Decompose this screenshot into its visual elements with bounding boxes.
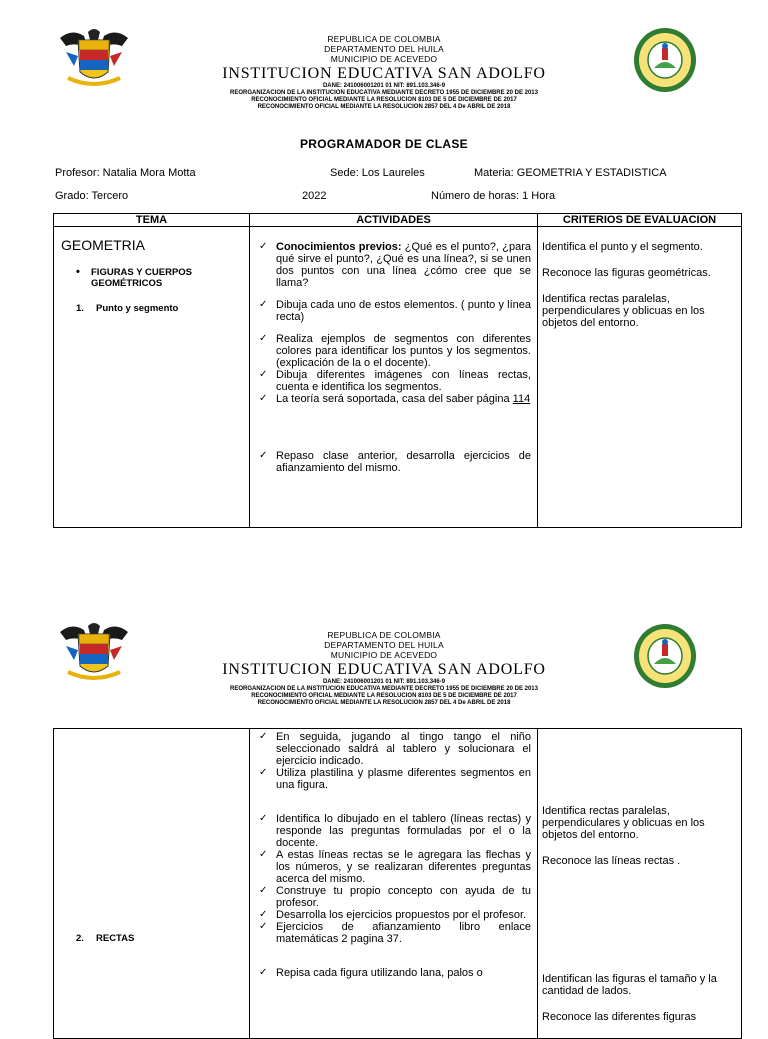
teacher-name: Profesor: Natalia Mora Motta <box>55 167 196 179</box>
topic-number: 1. Punto y segmento <box>76 303 179 314</box>
list-item: ✓ Dibuja diferentes imágenes con líneas rectas, cuenta e identifica los segmentos. <box>259 369 531 393</box>
tema-cell <box>54 227 250 528</box>
criterion: Identifica rectas paralelas, perpendiculares y oblicuas en los objetos del entorno. <box>542 805 705 841</box>
criterios-cell <box>538 729 742 1039</box>
header-institution: INSTITUCION EDUCATIVA SAN ADOLFO <box>222 661 546 678</box>
school-seal-icon <box>632 622 698 690</box>
list-item: ✓ Utiliza plastilina y plasme diferentes segmentos en una figura. <box>259 767 531 791</box>
header-department: DEPARTAMENTO DEL HUILA <box>324 44 444 54</box>
list-item: ✓ Dibuja cada uno de estos elementos. ( punto y línea recta) <box>259 299 531 323</box>
list-item: ✓ Identifica lo dibujado en el tablero (líneas rectas) y responde las preguntas formuladas por el o la docente. <box>259 813 531 849</box>
class-plan-table-continued <box>53 728 742 1039</box>
header-department: DEPARTAMENTO DEL HUILA <box>324 640 444 650</box>
header-municipality: MUNICIPIO DE ACEVEDO <box>330 650 438 660</box>
list-item: ✓ Repisa cada figura utilizando lana, palos o <box>259 967 531 979</box>
header-dane: DANE: 241006001201 01 NIT: 891.103.346-9 <box>322 679 446 685</box>
criterion: Reconoce las diferentes figuras <box>542 1011 697 1023</box>
header-recognition-1: RECONOCIMIENTO OFICIAL MEDIANTE LA RESOLUCION 8103 DE 5 DE DICIEMBRE DE 2017 <box>251 97 517 103</box>
criterion: Reconoce las líneas rectas . <box>542 855 681 867</box>
campus: Sede: Los Laureles <box>330 167 425 179</box>
subject: Materia: GEOMETRIA Y ESTADISTICA <box>474 167 667 179</box>
colombia-coat-of-arms-icon <box>58 620 130 686</box>
topic-bullet: • FIGURAS Y CUERPOS GEOMÉTRICOS <box>76 267 249 289</box>
header-recognition-2: RECONOCIMIENTO OFICIAL MEDIANTE LA RESOLUCION 2857 DEL 4 De ABRIL DE 2018 <box>257 104 511 110</box>
table-header-row <box>54 214 742 227</box>
header-municipality: MUNICIPIO DE ACEVEDO <box>330 54 438 64</box>
table-row <box>54 729 742 1039</box>
school-seal-icon <box>632 26 698 94</box>
grade: Grado: Tercero <box>55 190 129 202</box>
header-reorganization: REORGANIZACION DE LA INSTITUCION EDUCATIVA MEDIANTE DECRETO 1955 DE DICIEMBRE 20 DE 2013 <box>230 90 538 96</box>
topic-number: 2. RECTAS <box>76 933 135 944</box>
table-row <box>54 227 742 528</box>
list-item: ✓ A estas líneas rectas se le agregara las flechas y los números, y se realizaran diferentes preguntas acerca del mismo. <box>259 849 531 885</box>
letterhead-text <box>150 630 618 707</box>
header-reorganization: REORGANIZACION DE LA INSTITUCION EDUCATIVA MEDIANTE DECRETO 1955 DE DICIEMBRE 20 DE 2013 <box>230 686 538 692</box>
topic-title: GEOMETRIA <box>61 237 146 253</box>
program-title: PROGRAMADOR DE CLASE <box>299 137 468 151</box>
letterhead-text <box>150 34 618 111</box>
activity-list <box>250 731 537 979</box>
header-country: REPUBLICA DE COLOMBIA <box>327 34 441 44</box>
header-recognition-1: RECONOCIMIENTO OFICIAL MEDIANTE LA RESOLUCION 8103 DE 5 DE DICIEMBRE DE 2017 <box>251 693 517 699</box>
header-actividades: ACTIVIDADES <box>250 214 538 227</box>
criterion: Identifica el punto y el segmento. <box>542 241 703 253</box>
list-item: ✓ Construye tu propio concepto con ayuda de tu profesor. <box>259 885 531 909</box>
class-plan-table <box>53 213 742 528</box>
criterios-cell <box>538 227 742 528</box>
school-year: 2022 <box>302 190 327 202</box>
header-institution: INSTITUCION EDUCATIVA SAN ADOLFO <box>222 65 546 82</box>
page-2 <box>0 600 768 1024</box>
actividades-cell <box>250 227 538 528</box>
criterion: Reconoce las figuras geométricas. <box>542 267 711 279</box>
list-item: ✓ Realiza ejemplos de segmentos con diferentes colores para identificar los puntos y los segmentos. (explicación de la o el docente). <box>259 333 531 369</box>
criterion: Identifica rectas paralelas, perpendiculares y oblicuas en los objetos del entorno. <box>542 293 705 329</box>
activity-list <box>250 241 537 474</box>
header-dane: DANE: 241006001201 01 NIT: 891.103.346-9 <box>322 83 446 89</box>
list-item: ✓ La teoría será soportada, casa del saber página 114 <box>259 393 531 405</box>
list-item: ✓ Ejercicios de afianzamiento libro enlace matemáticas 2 pagina 37. <box>259 921 531 945</box>
letterhead <box>0 0 768 110</box>
hours: Número de horas: 1 Hora <box>431 190 556 202</box>
header-criterios: CRITERIOS DE EVALUACION <box>538 214 742 227</box>
criterion: Identifican las figuras el tamaño y la cantidad de lados. <box>542 973 717 997</box>
header-country: REPUBLICA DE COLOMBIA <box>327 630 441 640</box>
header-recognition-2: RECONOCIMIENTO OFICIAL MEDIANTE LA RESOLUCION 2857 DEL 4 De ABRIL DE 2018 <box>257 700 511 706</box>
actividades-cell <box>250 729 538 1039</box>
letterhead <box>0 600 768 706</box>
list-item: ✓ Conocimientos previos: ¿Qué es el punto?, ¿para qué sirve el punto?, ¿Qué es una línea?, si se unen dos puntos con una línea ¿cómo cree que se llama? <box>259 241 531 289</box>
tema-cell <box>54 729 250 1039</box>
list-item: ✓ En seguida, jugando al tingo tango el niño seleccionado saldrá al tablero y solucionara el ejercicio indicado. <box>259 731 531 767</box>
list-item: ✓ Repaso clase anterior, desarrolla ejercicios de afianzamiento del mismo. <box>259 450 531 474</box>
header-tema: TEMA <box>54 214 250 227</box>
colombia-coat-of-arms-icon <box>58 26 130 92</box>
list-item: ✓ Desarrolla los ejercicios propuestos por el profesor. <box>259 909 531 921</box>
